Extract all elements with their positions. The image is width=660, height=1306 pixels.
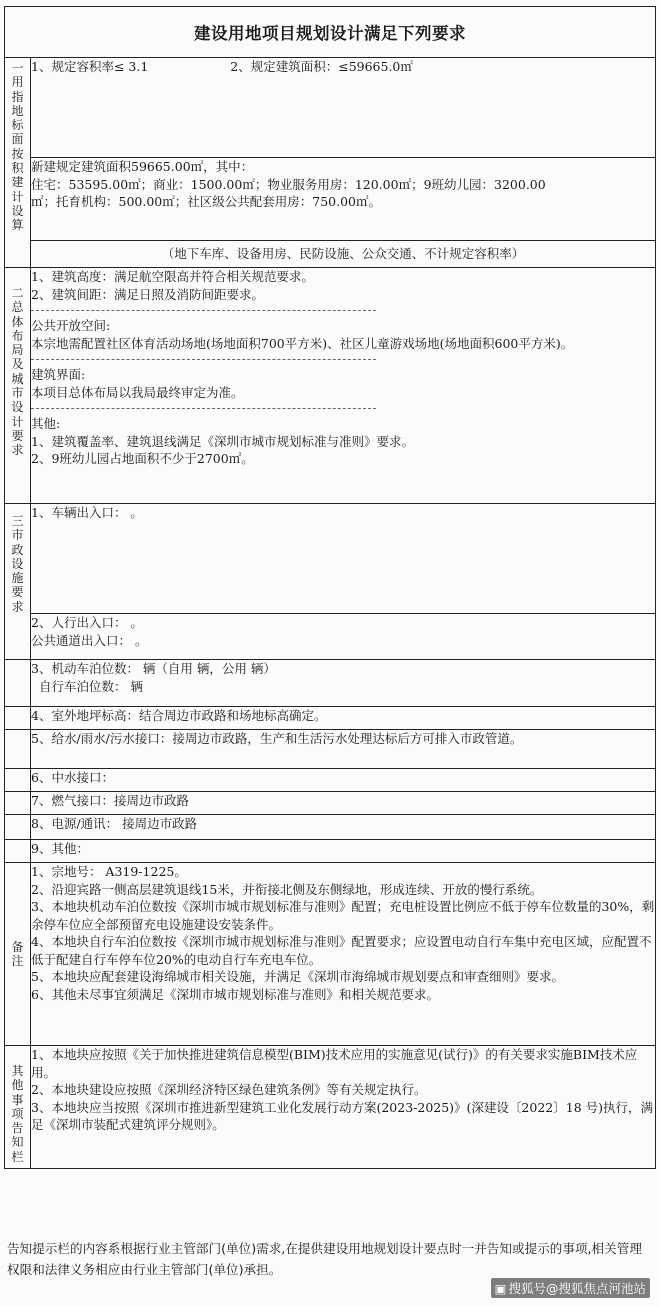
- notice-row: [5, 1046, 656, 1169]
- water-interface: 5、给水/雨水/污水接口：接周边市政路，生产和生活污水处理达标后方可排入市政管道。: [31, 731, 523, 746]
- document-title: 建设用地项目规划设计满足下列要求: [194, 24, 466, 43]
- excluded-area-row: [5, 241, 656, 268]
- section5-label: 其他事项告知栏: [11, 1064, 24, 1164]
- excluded-area-note: （地下车库、设备用房、民防设施、公众交通、不计规定容积率）: [161, 246, 525, 262]
- reclaimed-water: 6、中水接口：: [31, 770, 114, 785]
- area-breakdown-line-1: 新建规定建筑面积59665.00㎡，其中：: [31, 159, 254, 174]
- other-heading: 其他:: [31, 416, 61, 431]
- public-passage-entrance: 公共通道出入口： 。: [31, 632, 148, 648]
- ground-level-row: [5, 707, 656, 730]
- gas-interface: 7、燃气接口：接周边市政路: [31, 793, 189, 808]
- dashed-divider: [31, 359, 376, 360]
- footer-note: 告知提示栏的内容系根据行业主管部门(单位)需求,在提供建设用地规划设计要点时一并告知或提示的事项,相关管理权限和法律义务相应由行业主管部门(单位)承担。: [7, 1241, 642, 1277]
- power-telecom: 8、电源/通讯： 接周边市政路: [31, 816, 198, 831]
- building-height-item: 1、建筑高度：满足航空限高并符合相关规范要求。: [31, 269, 314, 284]
- sohu-logo-icon: ▣: [494, 1281, 507, 1296]
- area-breakdown-line-2: 住宅：53595.00㎡；商业：1500.00㎡；物业服务用房：120.00㎡；9班幼儿园：3200.00: [31, 176, 546, 192]
- remark-6: 6、其他未尽事宜须满足《深圳市城市规划标准与准则》和相关规范要求。: [31, 986, 439, 1002]
- title-row: [5, 7, 656, 58]
- watermark: [491, 1278, 650, 1298]
- parking-row: [5, 660, 656, 707]
- building-interface-heading: 建筑界面:: [31, 367, 86, 382]
- pedestrian-entrance-row: [5, 614, 656, 660]
- vehicle-entrance-row: [5, 504, 656, 614]
- section2-label: 二总体布局及城市设计要求: [11, 286, 24, 458]
- open-space-text: 本宗地需配置社区体育活动场地(场地面积700平方米)、社区儿童游戏场地(场地面积600平方米)。: [31, 335, 574, 351]
- remark-2: 2、沿迎宾路一侧高层建筑退线15米，并衔接北侧及东侧绿地，形成连续、开放的慢行系统。: [31, 881, 543, 897]
- vehicle-entrance: 1、车辆出入口： 。: [31, 505, 143, 520]
- notice-3: 3、本地块应当按照《深圳市推进新型建筑工业化发展行动方案(2023-2025)》(深建设〔2022〕18 号)执行，满足《深圳市装配式建筑评分规则》。: [31, 1099, 653, 1132]
- dashed-divider: [31, 408, 376, 409]
- water-interface-row: [5, 730, 656, 769]
- layout-section-row: [5, 268, 656, 504]
- notice-1: 1、本地块应按照《关于加快推进建筑信息模型(BIM)技术应用的实施意见(试行)》的有关要求实施BIM技术应用。: [31, 1047, 638, 1080]
- section4-label: 备注: [11, 939, 24, 968]
- section3-label: 三市政设施要求: [11, 514, 24, 614]
- area-breakdown-line-3: ㎡；托育机构：500.00㎡；社区级公共配套用房：750.00㎡。: [31, 194, 381, 209]
- area-breakdown-row: [5, 158, 656, 241]
- remark-4: 4、本地块自行车泊位数按《深圳市城市规划标准与准则》配置要求；应设置电动自行车集中充电区域，应配置不低于配建自行车停车位20%的电动自行车充电车位。: [31, 934, 652, 967]
- power-row: [5, 815, 656, 840]
- remark-1: 1、宗地号： A319-1225。: [31, 864, 187, 879]
- other-utility-row: [5, 840, 656, 863]
- watermark-text: 搜狐号@搜狐焦点河池站: [508, 1281, 646, 1296]
- building-spacing-item: 2、建筑间距：满足日照及消防间距要求。: [31, 286, 264, 302]
- ground-level: 4、室外地坪标高：结合周边市政路和场地标高确定。: [31, 708, 327, 723]
- motor-parking: 3、机动车泊位数： 辆（自用 辆，公用 辆）: [31, 661, 276, 676]
- remark-3: 3、本地块机动车泊位数按《深圳市城市规划标准与准则》配置；充电桩设置比例应不低于停车位数量的30%，剩余停车位应全部预留充电设施建设安装条件。: [31, 899, 655, 932]
- building-interface-text: 本项目总体布局以我局最终审定为准。: [31, 384, 244, 400]
- remark-5: 5、本地块应配套建设海绵城市相关设施，并满足《深圳市海绵城市规划要点和审查细则》要求。: [31, 969, 564, 984]
- far-row: [5, 58, 656, 158]
- requirements-table: [4, 6, 656, 1169]
- other-item-1: 1、建筑覆盖率、建筑退线满足《深圳市城市规划标准与准则》要求。: [31, 433, 414, 449]
- bicycle-parking: 自行车泊位数： 辆: [39, 678, 143, 694]
- other-item-2: 2、9班幼儿园占地面积不少于2700㎡。: [31, 451, 254, 466]
- notice-2: 2、本地块建设应按照《深圳经济特区绿色建筑条例》等有关规定执行。: [31, 1082, 427, 1097]
- dashed-divider: [31, 310, 376, 311]
- section1-label: 一用指地标面按积建计设算: [11, 61, 24, 233]
- open-space-heading: 公共开放空间:: [31, 318, 111, 333]
- remarks-row: [5, 863, 656, 1046]
- gas-row: [5, 792, 656, 815]
- area-requirement: 2、规定建筑面积：≤59665.0㎡: [230, 59, 413, 74]
- pedestrian-entrance: 2、人行出入口： 。: [31, 615, 143, 631]
- far-requirement: 1、规定容积率≤ 3.1: [31, 59, 149, 74]
- other-utility: 9、其他：: [31, 841, 89, 856]
- reclaimed-water-row: [5, 769, 656, 792]
